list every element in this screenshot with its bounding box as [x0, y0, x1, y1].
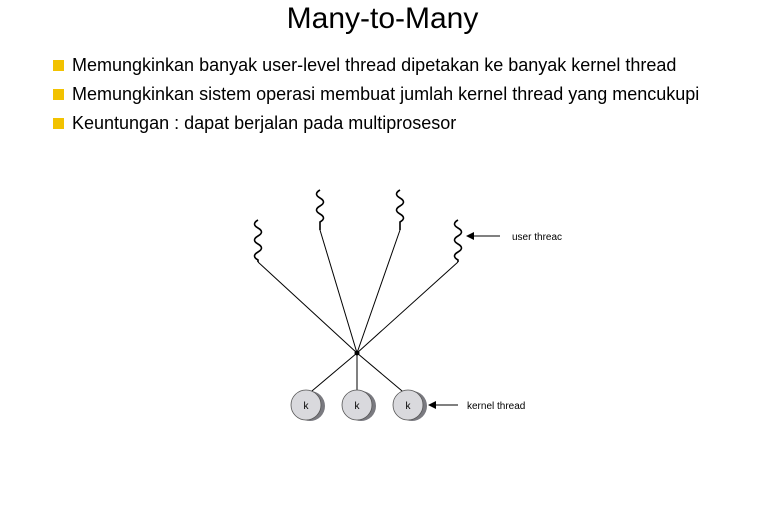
user-thread-icon: [455, 220, 462, 262]
user-to-junction-line: [357, 262, 458, 353]
junction-dot: [355, 351, 360, 356]
slide-title: Many-to-Many: [286, 2, 479, 35]
bullet-text: Keuntungan : dapat berjalan pada multiprosesor: [72, 113, 457, 133]
user-thread-icon: [317, 190, 324, 230]
kernel-threads: [291, 390, 427, 421]
kernel-thread-caption: kernel thread: [467, 401, 526, 412]
bullet-text: Memungkinkan sistem operasi membuat jumlah kernel thread yang mencukupi: [72, 84, 700, 104]
user-thread-pointer: [466, 232, 562, 243]
mapping-lines: [258, 230, 458, 396]
kernel-thread-label: k: [303, 401, 309, 412]
user-thread-arrow-icon: [466, 232, 474, 240]
user-thread-icon: [397, 190, 404, 230]
kernel-thread-arrow-icon: [428, 401, 436, 409]
user-to-junction-line: [258, 262, 357, 353]
user-thread-icon: [255, 220, 262, 262]
user-to-junction-line: [357, 230, 400, 353]
junction-to-kernel-line: [306, 353, 357, 396]
user-thread-label: user threac: [512, 232, 563, 243]
kernel-thread-node: [393, 390, 427, 421]
kernel-thread-label: k: [354, 401, 360, 412]
kernel-thread-node: [342, 390, 376, 421]
junction-to-kernel-line: [357, 353, 408, 396]
kernel-thread-node: [291, 390, 325, 421]
bullet-text: Memungkinkan banyak user-level thread dipetakan ke banyak kernel thread: [72, 55, 677, 75]
kernel-thread-label: k: [405, 401, 411, 412]
user-to-junction-line: [320, 230, 357, 353]
user-threads: [255, 190, 462, 262]
kernel-thread-pointer: [428, 401, 525, 412]
